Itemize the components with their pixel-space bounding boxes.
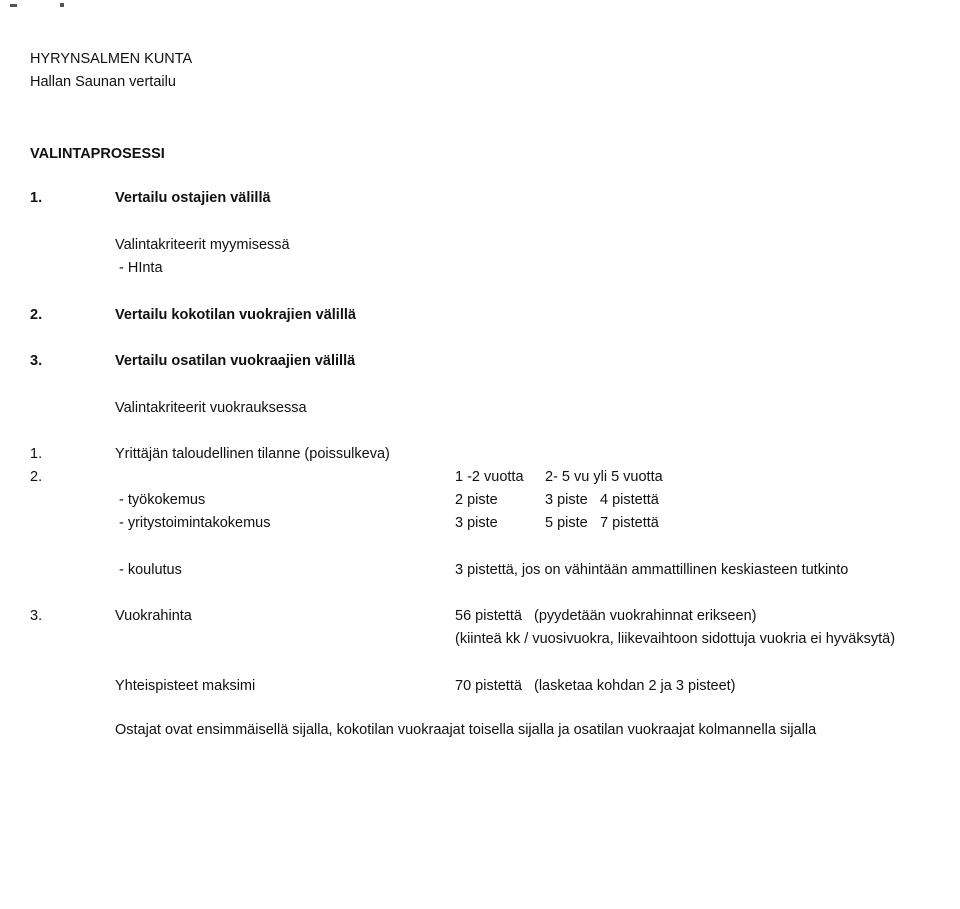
conclusion-text: Ostajat ovat ensimmäisellä sijalla, kokotilan vuokraajat toisella sijalla ja osatilan vuokraajat kolmannella sijalla — [115, 722, 817, 738]
criterion-number: 2. — [30, 469, 43, 485]
document-subtitle: Hallan Saunan vertailu — [30, 74, 176, 90]
row-label: - yritystoimintakokemus — [119, 515, 271, 531]
criteria-title: Valintakriteerit myymisessä — [115, 237, 290, 253]
step-number: 3. — [30, 353, 43, 369]
criteria-title: Valintakriteerit vuokrauksessa — [115, 400, 307, 416]
row-value: (kiinteä kk / vuosivuokra, liikevaihtoon sidottuja vuokria ei hyväksytä) — [455, 631, 896, 647]
criterion-number: 1. — [30, 446, 43, 462]
step-number: 2. — [30, 307, 43, 323]
step-title: Vertailu kokotilan vuokrajien välillä — [115, 307, 356, 323]
step-title: Vertailu ostajien välillä — [115, 190, 271, 206]
row-value: 4 pistettä — [600, 492, 659, 508]
row-label: - työkokemus — [119, 492, 206, 508]
total-value: 70 pistettä (lasketaa kohdan 2 ja 3 pisteet) — [455, 678, 736, 694]
row-value: 7 pistettä — [600, 515, 659, 531]
criteria-item: - HInta — [119, 260, 163, 276]
row-value: 3 piste — [545, 492, 588, 508]
total-label: Yhteispisteet maksimi — [115, 678, 256, 694]
row-value: 2 piste — [455, 492, 498, 508]
scan-mark — [60, 3, 64, 7]
criterion-text: Yrittäjän taloudellinen tilanne (poissulkeva) — [115, 446, 390, 462]
row-label: Vuokrahinta — [115, 608, 192, 624]
column-header: 1 -2 vuotta — [455, 469, 524, 485]
row-value: 3 piste — [455, 515, 498, 531]
column-header: 2- 5 vu yli 5 vuotta — [545, 469, 663, 485]
section-heading: VALINTAPROSESSI — [30, 146, 165, 162]
row-value: 5 piste — [545, 515, 588, 531]
row-label: - koulutus — [119, 562, 182, 578]
row-value: 56 pistettä (pyydetään vuokrahinnat erikseen) — [455, 608, 757, 624]
row-value: 3 pistettä, jos on vähintään ammattillinen keskiasteen tutkinto — [455, 562, 849, 578]
scan-mark — [10, 4, 17, 7]
organization-name: HYRYNSALMEN KUNTA — [30, 51, 193, 67]
criterion-number: 3. — [30, 608, 43, 624]
step-number: 1. — [30, 190, 43, 206]
step-title: Vertailu osatilan vuokraajien välillä — [115, 353, 356, 369]
